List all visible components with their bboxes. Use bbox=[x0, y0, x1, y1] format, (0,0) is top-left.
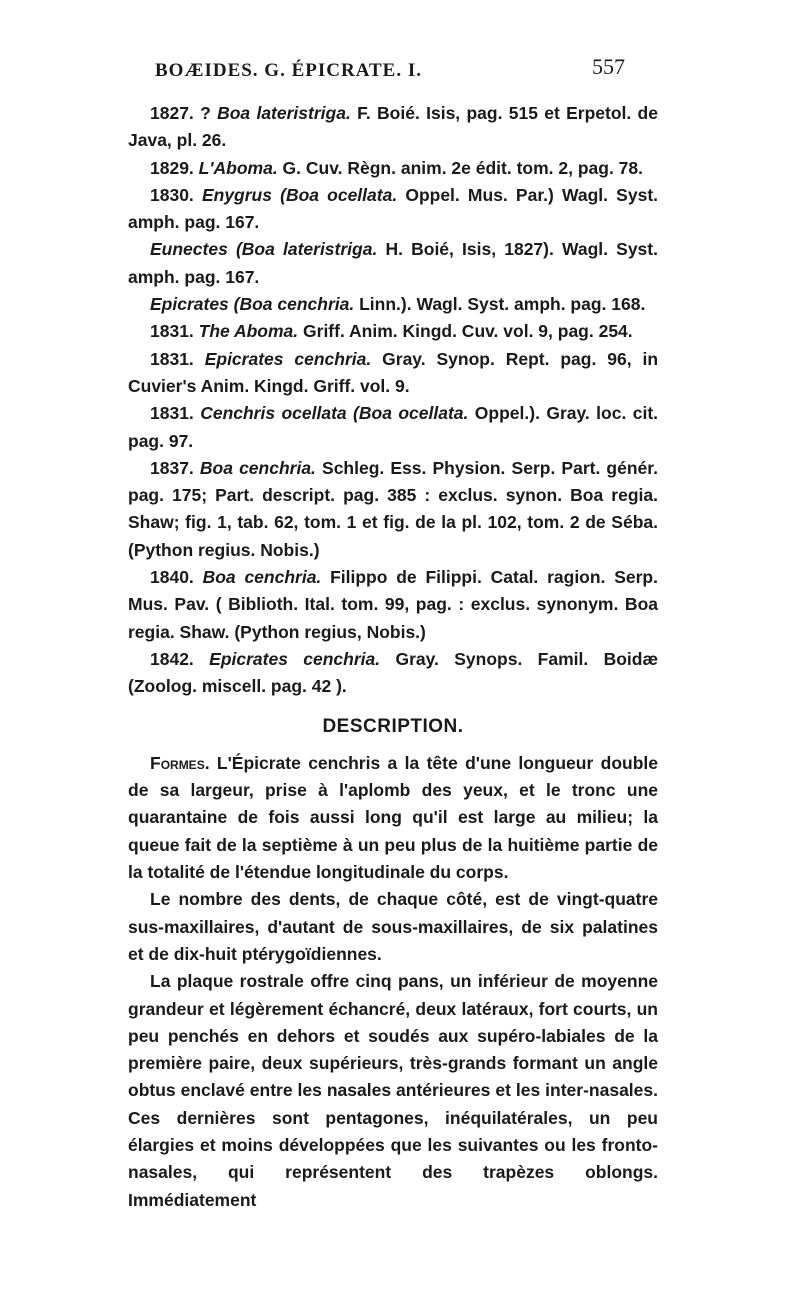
entry-taxon: Enygrus (Boa ocellata. bbox=[201, 184, 398, 205]
entry-reference: Oppel. Mus. Par.) Wagl. Syst. amph. pag. 167. bbox=[128, 184, 659, 233]
entry-year: 1830. bbox=[150, 184, 202, 205]
entry-taxon: Epicrates cenchria. bbox=[209, 648, 381, 669]
entry-taxon: Epicrates (Boa cenchria. bbox=[150, 294, 355, 315]
entry-year: 1837. bbox=[150, 457, 200, 478]
synonymy-entry bbox=[128, 182, 658, 237]
synonymy-entry bbox=[128, 318, 658, 345]
entry-reference: Griff. Anim. Kingd. Cuv. vol. 9, pag. 254. bbox=[298, 321, 633, 342]
entry-year: 1840. bbox=[150, 567, 203, 588]
entry-taxon: Epicrates cenchria. bbox=[204, 348, 372, 369]
entry-taxon: Boa cenchria. bbox=[202, 567, 322, 588]
page-number: 557 bbox=[592, 54, 625, 79]
description-text bbox=[128, 750, 658, 1214]
paragraph-lead: Formes. bbox=[150, 752, 210, 773]
entry-taxon: Boa lateristriga. bbox=[217, 103, 351, 123]
paragraph-text: Le nombre des dents, de chaque côté, est de vingt-quatre sus-maxillaires, d'autant de sous-maxillaires, de six palatines et de dix-huit ptérygoïdiennes. bbox=[128, 889, 658, 964]
synonymy-entry bbox=[128, 646, 658, 701]
page-body bbox=[128, 100, 658, 1214]
entry-year: 1827. ? bbox=[150, 103, 218, 123]
synonymy-entry bbox=[128, 155, 658, 182]
entry-year: 1831. bbox=[150, 403, 201, 424]
entry-year: 1831. bbox=[150, 321, 199, 342]
synonymy-entry bbox=[128, 236, 658, 291]
entry-year: 1842. bbox=[150, 648, 210, 669]
entry-taxon: Eunectes (Boa lateristriga. bbox=[150, 239, 378, 260]
description-heading: DESCRIPTION. bbox=[322, 715, 464, 737]
entry-reference: F. Boié. Isis, pag. 515 et Erpetol. de Java, pl. 26. bbox=[128, 103, 658, 151]
entry-reference: Filippo de Filippi. Catal. ragion. Serp. Mus. Pav. ( Biblioth. Ital. tom. 99, pag. : exclus. synonym. Boa regia. Shaw. (Python regius, Nobis.) bbox=[128, 567, 658, 642]
synonymy-entry bbox=[128, 455, 658, 564]
synonymy-entry bbox=[128, 564, 658, 646]
synonymy-entry bbox=[128, 291, 658, 318]
entry-reference: G. Cuv. Règn. anim. 2e édit. tom. 2, pag. 78. bbox=[277, 157, 643, 178]
entry-taxon: L'Aboma. bbox=[198, 157, 278, 178]
description-paragraph bbox=[128, 750, 658, 886]
entry-taxon: Cenchris ocellata (Boa ocellata. bbox=[200, 403, 469, 424]
entry-reference: H. Boié, Isis, 1827). Wagl. Syst. amph. pag. 167. bbox=[128, 239, 658, 287]
entry-reference: Gray. Synops. Famil. Boidæ (Zoolog. miscell. pag. 42 ). bbox=[128, 648, 659, 697]
entry-year: 1829. bbox=[150, 157, 199, 178]
entry-reference: Oppel.). Gray. loc. cit. pag. 97. bbox=[128, 403, 659, 451]
paragraph-text: L'Épicrate cenchris a la tête d'une longueur double de sa largeur, prise à l'aplomb des yeux, et le tronc une quarantaine de fois aussi long qu'il est large au milieu; la queue fait de la septième à un peu plus de la huitième partie de la totalité de l'étendue longitudinale du corps. bbox=[128, 752, 658, 883]
running-title: BOÆIDES. G. ÉPICRATE. I. bbox=[155, 60, 423, 81]
entry-taxon: Boa cenchria. bbox=[199, 457, 316, 478]
synonymy-entry bbox=[128, 400, 658, 455]
entry-reference: Gray. Synop. Rept. pag. 96, in Cuvier's Anim. Kingd. Griff. vol. 9. bbox=[128, 348, 659, 396]
entry-reference: Linn.). Wagl. Syst. amph. pag. 168. bbox=[354, 294, 646, 315]
description-paragraph bbox=[128, 968, 658, 1214]
description-paragraph bbox=[128, 886, 658, 968]
synonymy-entry bbox=[128, 100, 658, 155]
entry-reference: Schleg. Ess. Physion. Serp. Part. génér. pag. 175; Part. descript. pag. 385 : exclus. synon. Boa regia. Shaw; fig. 1, tab. 62, tom. 1 et fig. de la pl. 102, tom. 2 de Séba. (Python regius. Nobis.) bbox=[128, 457, 658, 560]
synonymy-list bbox=[128, 100, 658, 701]
running-header bbox=[155, 54, 625, 82]
entry-taxon: The Aboma. bbox=[198, 321, 299, 342]
synonymy-entry bbox=[128, 346, 658, 401]
entry-year: 1831. bbox=[150, 348, 205, 369]
paragraph-text: La plaque rostrale offre cinq pans, un inférieur de moyenne grandeur et légèrement échancré, deux latéraux, fort courts, un peu penchés en dehors et soudés aux supéro-labiales de la première paire, deux supérieurs, très-grands formant un angle obtus enclavé entre les nasales antérieures et les inter-nasales. Ces dernières sont pentagones, inéquilatérales, un peu élargies et moins développées que les suivantes ou les fronto-nasales, qui représentent des trapèzes oblongs. Immédiatement bbox=[128, 971, 658, 1210]
